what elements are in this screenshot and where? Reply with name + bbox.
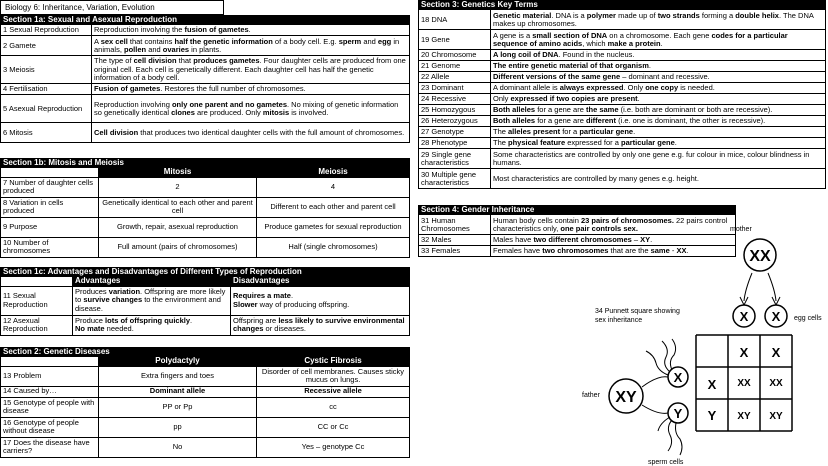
table-row [419, 127, 826, 138]
egg-allele: X [739, 309, 749, 324]
section-1a-heading: Section 1a: Sexual and Asexual Reproduction [1, 16, 410, 25]
table-row [1, 177, 410, 197]
table-row [1, 437, 410, 457]
table-row [1, 417, 410, 437]
table-row [419, 10, 826, 30]
definition: A dominant allele is always expressed. Only one copy is needed. [491, 83, 826, 94]
term: 23 Dominant [419, 83, 491, 94]
arrow [642, 405, 668, 413]
term: 33 Females [419, 246, 491, 257]
table-row [419, 116, 826, 127]
grid-header-sperm: Y [707, 408, 717, 423]
grid-cell: XX [769, 378, 783, 389]
table-row [1, 56, 410, 84]
term: 11 Sexual Reproduction [1, 286, 73, 315]
cell: Extra fingers and toes [99, 366, 257, 386]
cell: Produce gametes for sexual reproduction [257, 217, 410, 237]
term: 19 Gene [419, 30, 491, 50]
term: 9 Purpose [1, 217, 99, 237]
section-2-heading: Section 2: Genetic Diseases [1, 348, 410, 357]
page-title: Biology 6: Inheritance, Variation, Evolution [0, 0, 224, 15]
term: 4 Fertilisation [1, 84, 92, 95]
grid-cell: XX [737, 378, 751, 389]
term: 26 Heterozygous [419, 116, 491, 127]
cell: Growth, repair, asexual reproduction [99, 217, 257, 237]
table-row [419, 30, 826, 50]
definition: A gene is a small section of DNA on a chromosome. Each gene codes for a particular sequence of amino acids, which make a protein. [491, 30, 826, 50]
table-row [419, 169, 826, 189]
term: 30 Multiple gene characteristics [419, 169, 491, 189]
table-row [1, 25, 410, 36]
definition: Some characteristics are controlled by only one gene e.g. fur colour in mice, colour blindness in humans. [491, 149, 826, 169]
grid-header-egg: X [771, 345, 781, 360]
grid-cell: XY [769, 411, 783, 422]
term: 16 Genotype of people without disease [1, 417, 99, 437]
term: 17 Does the disease have carriers? [1, 437, 99, 457]
table-row [1, 36, 410, 56]
term: 27 Genotype [419, 127, 491, 138]
column-header: Polydactyly [99, 357, 257, 366]
definition: Fusion of gametes. Restores the full number of chromosomes. [92, 84, 410, 95]
cell: cc [257, 397, 410, 417]
table-row [1, 397, 410, 417]
cell: CC or Cc [257, 417, 410, 437]
definition: The type of cell division that produces gametes. Four daughter cells are produced from one original cell. Each cell is genetically different. Each daughter cell has half the genetic information of a body cell. [92, 56, 410, 84]
definition: A long coil of DNA. Found in the nucleus. [491, 50, 826, 61]
cell: Full amount (pairs of chromosomes) [99, 237, 257, 257]
term: 13 Problem [1, 366, 99, 386]
table-row [1, 95, 410, 123]
term: 25 Homozygous [419, 105, 491, 116]
grid-cell: XY [737, 411, 751, 422]
arrow [768, 273, 776, 301]
table-row [1, 237, 410, 257]
section-4-heading: Section 4: Gender Inheritance [419, 206, 736, 215]
term: 20 Chromosome [419, 50, 491, 61]
egg-allele: X [771, 309, 781, 324]
definition: Both alleles for a gene are different (i.e. one is dominant, the other is recessive). [491, 116, 826, 127]
term: 29 Single gene characteristics [419, 149, 491, 169]
term: 22 Allele [419, 72, 491, 83]
table-row [419, 83, 826, 94]
term: 7 Number of daughter cells produced [1, 177, 99, 197]
column-header: Advantages [73, 277, 231, 286]
term: 5 Asexual Reproduction [1, 95, 92, 123]
cell: 4 [257, 177, 410, 197]
punnett-caption: 34 Punnett square showing sex inheritance [595, 308, 680, 324]
term: 1 Sexual Reproduction [1, 25, 92, 36]
term: 18 DNA [419, 10, 491, 30]
definition: Reproduction involving the fusion of gametes. [92, 25, 410, 36]
term: 15 Genotype of people with disease [1, 397, 99, 417]
table-row [1, 315, 410, 335]
definition: Males have two different chromosomes – XY. [491, 235, 736, 246]
definition: Human body cells contain 23 pairs of chromosomes. 22 pairs control characteristics only, one pair controls sex. [491, 215, 736, 235]
term: 12 Asexual Reproduction [1, 315, 73, 335]
mother-label: mother [730, 226, 752, 233]
term: 21 Genome [419, 61, 491, 72]
cell: Produce lots of offspring quickly. No mate needed. [73, 315, 231, 335]
punnett-diagram [570, 215, 828, 466]
table-row [1, 386, 410, 397]
table-row [1, 84, 410, 95]
cell: PP or Pp [99, 397, 257, 417]
section-1c-heading: Section 1c: Advantages and Disadvantages of Different Types of Reproduction [1, 268, 410, 277]
cell: No [99, 437, 257, 457]
term: 31 Human Chromosomes [419, 215, 491, 235]
term: 28 Phenotype [419, 138, 491, 149]
term: 10 Number of chromosomes [1, 237, 99, 257]
cell: Requires a mate. Slower way of producing offspring. [231, 286, 410, 315]
sperm-allele: X [673, 370, 683, 385]
cell: pp [99, 417, 257, 437]
column-header: Disadvantages [231, 277, 410, 286]
grid-header-sperm: X [707, 377, 717, 392]
arrow [642, 377, 668, 387]
definition: Both alleles for a gene are the same (i.e. both are dominant or both are recessive). [491, 105, 826, 116]
definition: Females have two chromosomes that are the same - XX. [491, 246, 736, 257]
table-row [419, 149, 826, 169]
table-row [1, 197, 410, 217]
grid-header-egg: X [739, 345, 749, 360]
definition: Most characteristics are controlled by many genes e.g. height. [491, 169, 826, 189]
cell: Disorder of cell membranes. Causes sticky mucus on lungs. [257, 366, 410, 386]
table-row [419, 50, 826, 61]
cell: Yes – genotype Cc [257, 437, 410, 457]
section-1b-heading: Section 1b: Mitosis and Meiosis [1, 159, 410, 168]
table-row [1, 123, 410, 143]
table-row [419, 105, 826, 116]
cell: Genetically identical to each other and parent cell [99, 197, 257, 217]
term: 24 Recessive [419, 94, 491, 105]
section-3-heading: Section 3: Genetics Key Terms [419, 1, 826, 10]
sperm-allele: Y [673, 406, 683, 421]
cell: Different to each other and parent cell [257, 197, 410, 217]
definition: Genetic material. DNA is a polymer made up of two strands forming a double helix. The DNA makes up chromosomes. [491, 10, 826, 30]
column-header: Meiosis [257, 168, 410, 177]
column-header: Cystic Fibrosis [257, 357, 410, 366]
term: 3 Meiosis [1, 56, 92, 84]
cell: Recessive allele [257, 386, 410, 397]
cell: 2 [99, 177, 257, 197]
definition: Reproduction involving only one parent and no gametes. No mixing of genetic information so genetically identical clones are produced. Only mitosis is involved. [92, 95, 410, 123]
father-label: father [582, 392, 600, 399]
cell: Offspring are less likely to survive environmental changes or diseases. [231, 315, 410, 335]
definition: Only expressed if two copies are present. [491, 94, 826, 105]
section-2-table [0, 347, 410, 458]
definition: The entire genetic material of that organism. [491, 61, 826, 72]
term: 8 Variation in cells produced [1, 197, 99, 217]
table-row [1, 217, 410, 237]
definition: Cell division that produces two identical daughter cells with the full amount of chromosomes. [92, 123, 410, 143]
table-row [419, 94, 826, 105]
table-row [419, 138, 826, 149]
definition: Different versions of the same gene – dominant and recessive. [491, 72, 826, 83]
definition: The alleles present for a particular gene. [491, 127, 826, 138]
sperm-tails [646, 339, 682, 455]
term: 32 Males [419, 235, 491, 246]
section-1b-table [0, 158, 410, 258]
table-row [419, 72, 826, 83]
column-header: Mitosis [99, 168, 257, 177]
sperm-cells-label: sperm cells [648, 459, 684, 466]
table-row [1, 366, 410, 386]
cell: Dominant allele [99, 386, 257, 397]
definition: A sex cell that contains half the genetic information of a body cell. E.g. sperm and egg in animals, pollen and ovaries in plants. [92, 36, 410, 56]
father-genotype: XY [615, 389, 637, 406]
cell: Half (single chromosomes) [257, 237, 410, 257]
arrow [744, 273, 752, 301]
mother-genotype: XX [749, 248, 771, 265]
definition: The physical feature expressed for a particular gene. [491, 138, 826, 149]
table-row [419, 61, 826, 72]
egg-cells-label: egg cells [794, 315, 822, 322]
term: 6 Mitosis [1, 123, 92, 143]
section-1a-table [0, 15, 410, 143]
term: 14 Caused by… [1, 386, 99, 397]
term: 2 Gamete [1, 36, 92, 56]
section-3-table [418, 0, 826, 189]
section-1c-table [0, 267, 410, 336]
table-row [1, 286, 410, 315]
cell: Produces variation. Offspring are more likely to survive changes to the environment and disease. [73, 286, 231, 315]
